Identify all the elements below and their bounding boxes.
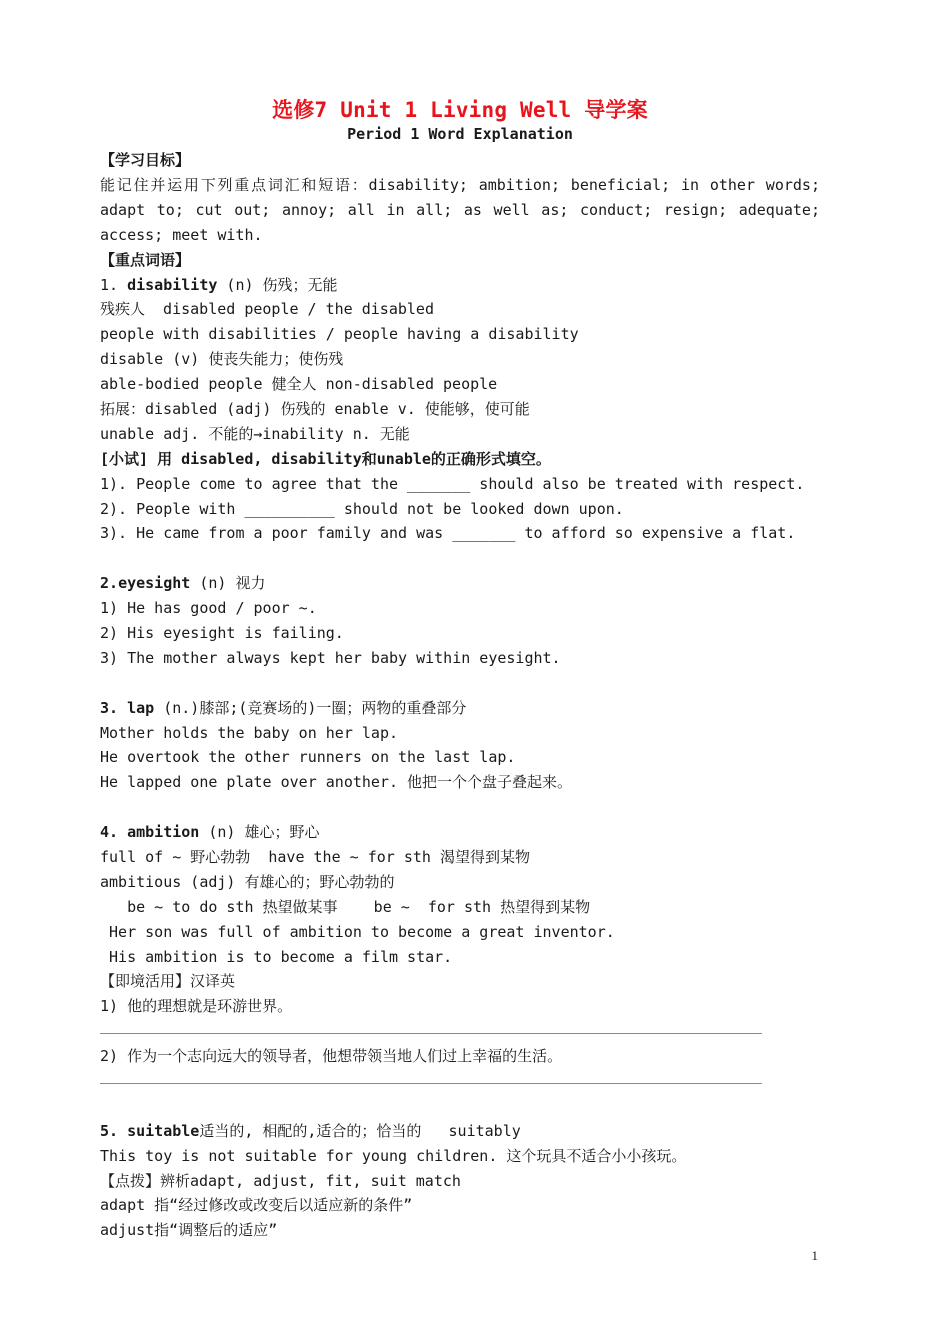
spacer — [100, 1094, 830, 1119]
example-line: 3) The mother always kept her baby within eyesight. — [100, 648, 561, 667]
entry-number: 1. — [100, 275, 128, 294]
example-line: disable (v) 使丧失能力；使伤残 — [100, 350, 344, 369]
example-line: be ~ to do sth 热望做某事 be ~ for sth 热望得到某物 — [100, 897, 591, 916]
example-line: 1) He has good / poor ~. — [100, 599, 317, 618]
entry-word: suitable — [127, 1121, 200, 1140]
practice-prompt: 1) 他的理想就是环游世界。 — [100, 997, 293, 1016]
example-line: Mother holds the baby on her lap. — [100, 723, 399, 742]
spacer — [100, 795, 830, 820]
entry-gloss: (n.)膝部;(竞赛场的)一圈；两物的重叠部分 — [154, 698, 467, 717]
example-line: Her son was full of ambition to become a great inventor. — [100, 922, 615, 941]
example-line: adjust指“调整后的适应” — [100, 1221, 278, 1240]
example-line: unable adj. 不能的→inability n. 无能 — [100, 424, 410, 443]
entry-gloss: 适当的, 相配的,适合的；恰当的 suitably — [199, 1121, 521, 1140]
example-line: His ambition is to become a film star. — [100, 947, 453, 966]
example-line: 【点拨】辨析adapt, adjust, fit, suit match — [100, 1171, 461, 1190]
exercise-line: 3). He came from a poor family and was _______ to afford so expensive a flat. — [100, 524, 796, 543]
entry-heading-lap — [100, 696, 830, 721]
entry-heading-disability — [100, 273, 830, 298]
entry-word: disability — [127, 275, 218, 294]
entry-gloss: (n) 视力 — [190, 574, 266, 593]
entry-word: lap — [127, 698, 155, 717]
entry-word: eyesight — [118, 574, 191, 593]
exercise-line: 1). People come to agree that the _______ should also be treated with respect. — [100, 474, 805, 493]
spacer — [100, 546, 830, 571]
vocab-heading: 【重点词语】 — [100, 250, 191, 269]
entry-number: 5. — [100, 1121, 128, 1140]
practice-heading: 【即境活用】汉译英 — [100, 972, 236, 991]
example-line: ambitious (adj) 有雄心的；野心勃勃的 — [100, 872, 395, 891]
objectives-text: 能记住并运用下列重点词汇和短语：disability; ambition; beneficial; in other words; adapt to; cut out; annoy; all in all; as well as; conduct; resign; adequate; access; meet with. — [100, 175, 820, 244]
example-line: 2) His eyesight is failing. — [100, 623, 344, 642]
entry-gloss: (n) 伤残；无能 — [217, 275, 338, 294]
spacer — [100, 671, 830, 696]
example-line: 拓展：disabled (adj) 伤残的 enable v. 使能够，使可能 — [100, 399, 530, 418]
entry-number: 3. — [100, 698, 128, 717]
document-body — [100, 148, 830, 1243]
entry-word: ambition — [127, 823, 200, 842]
practice-prompt: 2) 作为一个志向远大的领导者，他想带领当地人们过上幸福的生活。 — [100, 1047, 563, 1066]
page-title: 选修7 Unit 1 Living Well 导学案 — [272, 98, 648, 122]
exercise-line: 2). People with __________ should not be looked down upon. — [100, 499, 624, 518]
entry-gloss: (n) 雄心；野心 — [199, 823, 320, 842]
example-line: adapt 指“经过修改或改变后以适应新的条件” — [100, 1196, 413, 1215]
page-subtitle: Period 1 Word Explanation — [347, 125, 573, 143]
example-line: 残疾人 disabled people / the disabled — [100, 300, 434, 319]
exercise-heading: [小试] 用 disabled, disability和unable的正确形式填空。 — [100, 449, 551, 468]
example-line: people with disabilities / people having a disability — [100, 325, 579, 344]
example-line: full of ~ 野心勃勃 have the ~ for sth 渴望得到某物 — [100, 847, 530, 866]
objectives-heading: 【学习目标】 — [100, 151, 191, 169]
example-line: able-bodied people 健全人 non-disabled people — [100, 375, 498, 394]
entry-number: 2. — [100, 574, 119, 593]
answer-line[interactable] — [100, 1019, 830, 1044]
example-line: He lapped one plate over another. 他把一个个盘子叠起来。 — [100, 773, 573, 792]
entry-heading-suitable — [100, 1119, 830, 1144]
example-line: He overtook the other runners on the last lap. — [100, 748, 516, 767]
page-number: 1 — [811, 1248, 818, 1263]
entry-heading-ambition — [100, 820, 830, 845]
example-line: This toy is not suitable for young children. 这个玩具不适合小小孩玩。 — [100, 1146, 687, 1165]
answer-line[interactable] — [100, 1069, 830, 1094]
entry-number: 4. — [100, 823, 128, 842]
entry-heading-eyesight — [100, 571, 830, 596]
